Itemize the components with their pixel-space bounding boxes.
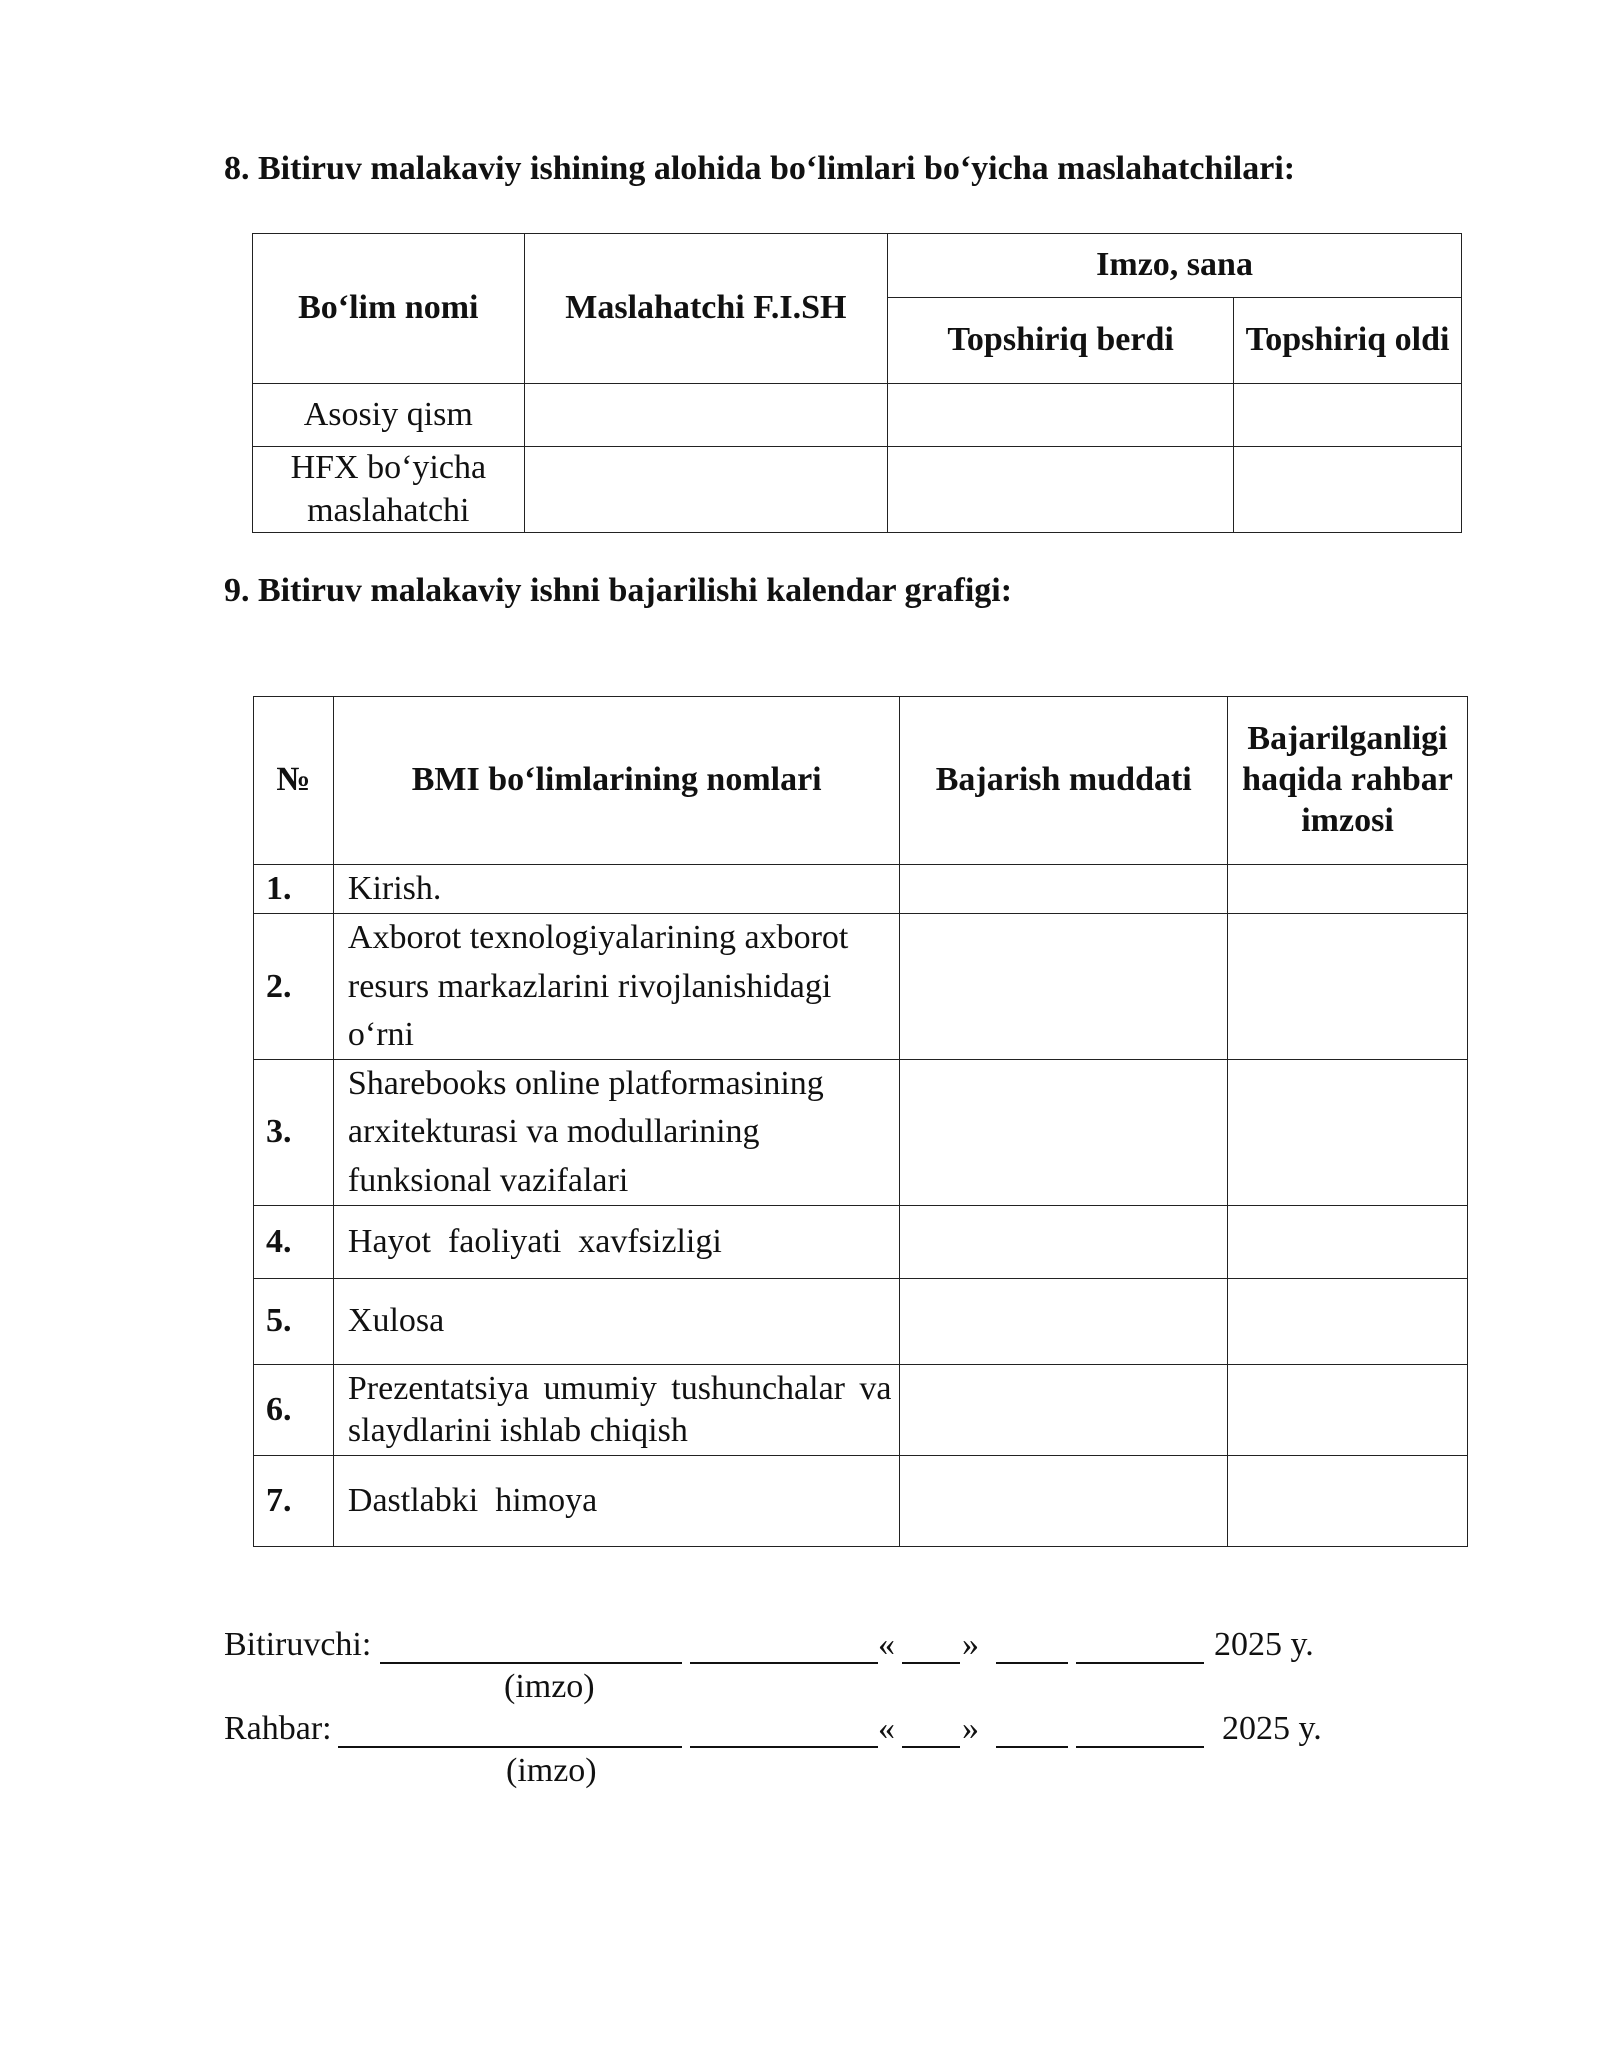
- row-number: 6.: [254, 1364, 334, 1455]
- task-received-cell: [1234, 384, 1462, 447]
- advisor-cell: [524, 447, 888, 533]
- graduate-month-line: [996, 1662, 1068, 1664]
- row-name: Dastlabki himoya: [333, 1455, 900, 1546]
- header-deadline: Bajarish muddati: [900, 697, 1228, 865]
- supervisor-year: 2025 y.: [1222, 1710, 1322, 1747]
- header-advisor: Maslahatchi F.I.SH: [524, 234, 888, 384]
- row-name: Axborot texnologiyalarining axborot resurs markazlarini rivojlanishidagi o‘rni: [333, 914, 900, 1060]
- header-number: №: [254, 697, 334, 865]
- deadline-cell: [900, 865, 1228, 914]
- supervisor-name-line: [690, 1746, 878, 1748]
- supervisor-signature-caption: (imzo): [506, 1752, 597, 1789]
- header-supervisor-sign: Bajarilganligi haqida rahbar imzosi: [1228, 697, 1468, 865]
- section-name-cell: Asosiy qism: [253, 384, 525, 447]
- sign-cell: [1228, 1205, 1468, 1278]
- section-9-heading: 9. Bitiruv malakaviy ishni bajarilishi kalendar grafigi:: [224, 572, 1013, 609]
- row-name: Sharebooks online platformasining arxitekturasi va modullarining funksional vazifalari: [333, 1060, 900, 1206]
- sign-cell: [1228, 865, 1468, 914]
- table-row: [254, 1455, 1468, 1546]
- graduate-month-line-2: [1076, 1662, 1204, 1664]
- deadline-cell: [900, 1364, 1228, 1455]
- row-number: 4.: [254, 1205, 334, 1278]
- advisors-table: [252, 233, 1462, 533]
- quote-open: «: [878, 1710, 895, 1747]
- quote-close: »: [962, 1710, 979, 1747]
- table-row: [254, 914, 1468, 1060]
- sign-cell: [1228, 1455, 1468, 1546]
- row-number: 3.: [254, 1060, 334, 1206]
- table-row: [254, 865, 1468, 914]
- row-number: 7.: [254, 1455, 334, 1546]
- row-number: 2.: [254, 914, 334, 1060]
- quote-close: »: [962, 1626, 979, 1663]
- calendar-schedule-table: [253, 696, 1468, 1547]
- deadline-cell: [900, 1278, 1228, 1364]
- graduate-day-line: [902, 1662, 960, 1664]
- task-received-cell: [1234, 447, 1462, 533]
- row-name: Kirish.: [333, 865, 900, 914]
- graduate-label: Bitiruvchi:: [224, 1626, 372, 1663]
- graduate-name-line: [690, 1662, 878, 1664]
- header-section-name: Bo‘lim nomi: [253, 234, 525, 384]
- table-row: [254, 1205, 1468, 1278]
- row-number: 5.: [254, 1278, 334, 1364]
- deadline-cell: [900, 914, 1228, 1060]
- supervisor-label: Rahbar:: [224, 1710, 332, 1747]
- header-signature-date: Imzo, sana: [888, 234, 1462, 298]
- sign-cell: [1228, 1364, 1468, 1455]
- header-parts: BMI bo‘limlarining nomlari: [333, 697, 900, 865]
- table-row: [253, 384, 1462, 447]
- task-given-cell: [888, 447, 1234, 533]
- header-task-received: Topshiriq oldi: [1234, 298, 1462, 384]
- sign-cell: [1228, 1278, 1468, 1364]
- sign-cell: [1228, 1060, 1468, 1206]
- task-given-cell: [888, 384, 1234, 447]
- graduate-signature-caption: (imzo): [504, 1668, 595, 1705]
- quote-open: «: [878, 1626, 895, 1663]
- deadline-cell: [900, 1205, 1228, 1278]
- row-name: Xulosa: [333, 1278, 900, 1364]
- row-name: Prezentatsiya umumiy tushunchalar va slaydlarini ishlab chiqish: [333, 1364, 900, 1455]
- row-name: Hayot faoliyati xavfsizligi: [333, 1205, 900, 1278]
- table-row: [254, 1278, 1468, 1364]
- supervisor-month-line: [996, 1746, 1068, 1748]
- deadline-cell: [900, 1060, 1228, 1206]
- section-name-cell: HFX bo‘yicha maslahatchi: [253, 447, 525, 533]
- supervisor-day-line: [902, 1746, 960, 1748]
- section-8-heading: 8. Bitiruv malakaviy ishining alohida bo‘limlari bo‘yicha maslahatchilari:: [224, 150, 1296, 187]
- table-row: [254, 1364, 1468, 1455]
- deadline-cell: [900, 1455, 1228, 1546]
- advisor-cell: [524, 384, 888, 447]
- table-row: [254, 1060, 1468, 1206]
- graduate-signature-line: [380, 1662, 682, 1664]
- row-number: 1.: [254, 865, 334, 914]
- header-task-given: Topshiriq berdi: [888, 298, 1234, 384]
- sign-cell: [1228, 914, 1468, 1060]
- supervisor-signature-line: [338, 1746, 682, 1748]
- table-row: [253, 447, 1462, 533]
- graduate-year: 2025 y.: [1214, 1626, 1314, 1663]
- supervisor-month-line-2: [1076, 1746, 1204, 1748]
